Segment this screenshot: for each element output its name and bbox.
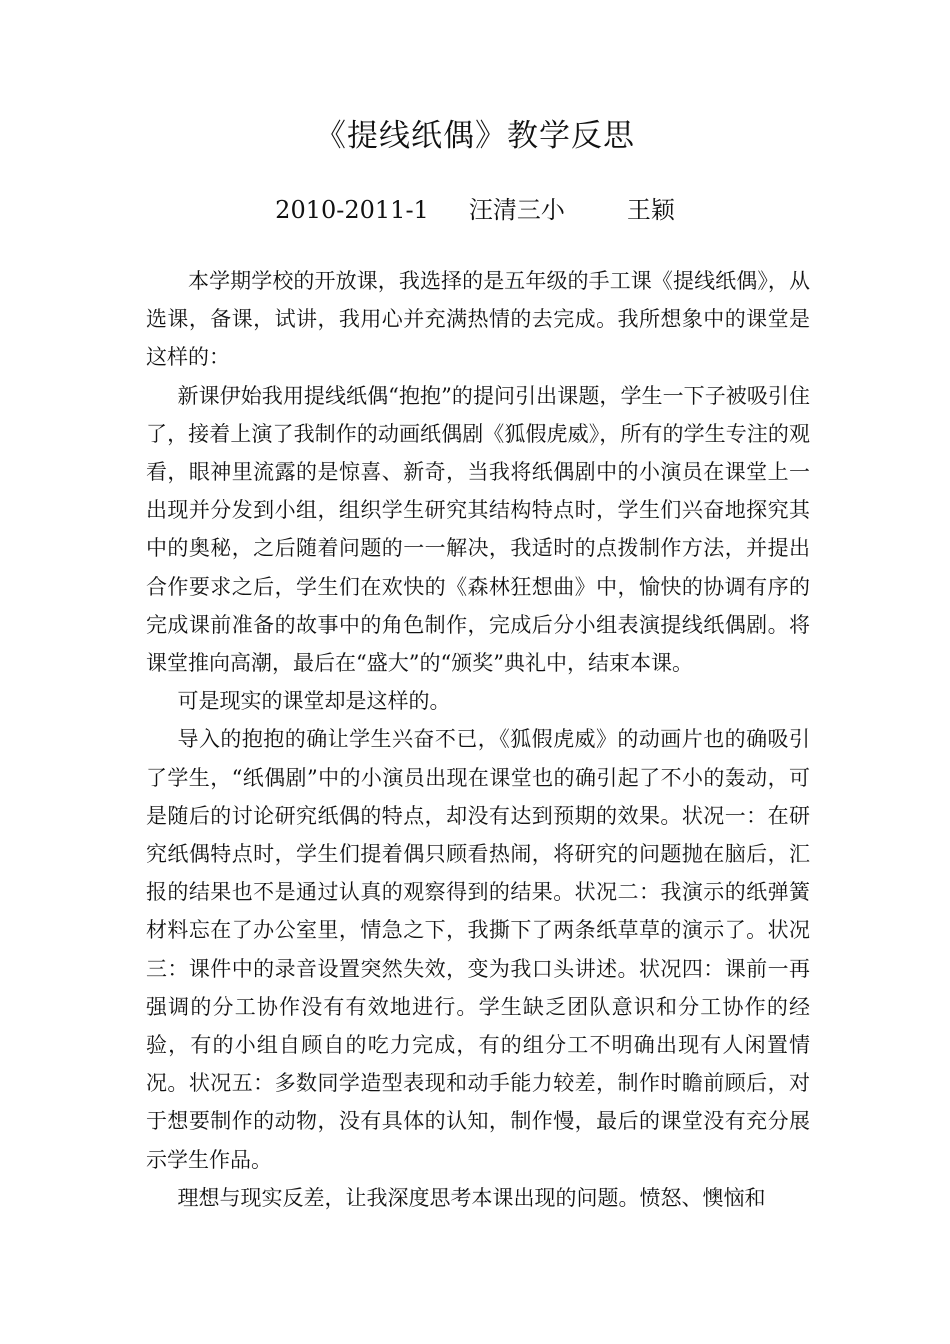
paragraph: 可是现实的课堂却是这样的。 — [177, 689, 451, 714]
paragraph: 导入的抱抱的确让学生兴奋不已，《狐假虎威》的动画片也的确吸引了学生，“纸偶剧”中的小演员出现在课堂也的确引起了不小的轰动，可是随后的讨论研究纸偶的特点，却没有达到预期的效果。状况一：在研究纸偶特点时，学生们提着偶只顾看热闹，将研究的问题抛在脑后，汇报的结果也不是通过认真的观察得到的结果。状况二：我演示的纸弹簧材料忘在了办公室里，情急之下，我撕下了两条纸草草的演示了。状况三：课件中的录音设置突然失效，变为我口头讲述。状况四：课前一再强调的分工协作没有有效地进行。学生缺乏团队意识和分工协作的经验，有的小组自顾自的吃力完成，有的组分工不明确出现有人闲置情况。状况五：多数同学造型表现和动手能力较差，制作时瞻前顾后，对于想要制作的动物，没有具体的认知，制作慢，最后的课堂没有充分展示学生作品。 — [146, 727, 810, 1172]
paragraph: 理想与现实反差，让我深度思考本课出现的问题。愤怒、懊恼和 — [177, 1185, 766, 1210]
document-body — [146, 262, 810, 1217]
paragraph: 本学期学校的开放课，我选择的是五年级的手工课《提线纸偶》，从选课，备课，试讲，我用心并充满热情的去完成。我所想象中的课堂是这样的： — [146, 269, 810, 370]
byline-term: 2010-2011-1 — [275, 196, 429, 224]
byline-school: 汪清三小 — [468, 196, 565, 224]
document-title: 《提线纸偶》教学反思 — [315, 118, 635, 154]
byline-author: 王颖 — [626, 196, 675, 224]
paragraph: 新课伊始我用提线纸偶“抱抱”的提问引出课题，学生一下子被吸引住了，接着上演了我制作的动画纸偶剧《狐假虎威》，所有的学生专注的观看，眼神里流露的是惊喜、新奇，当我将纸偶剧中的小演员在课堂上一出现并分发到小组，组织学生研究其结构特点时，学生们兴奋地探究其中的奥秘，之后随着问题的一一解决，我适时的点拨制作方法，并提出合作要求之后，学生们在欢快的《森林狂想曲》中，愉快的协调有序的完成课前准备的故事中的角色制作，完成后分小组表演提线纸偶剧。将课堂推向高潮，最后在“盛大”的“颁奖”典礼中，结束本课。 — [146, 383, 810, 676]
byline — [0, 190, 950, 230]
